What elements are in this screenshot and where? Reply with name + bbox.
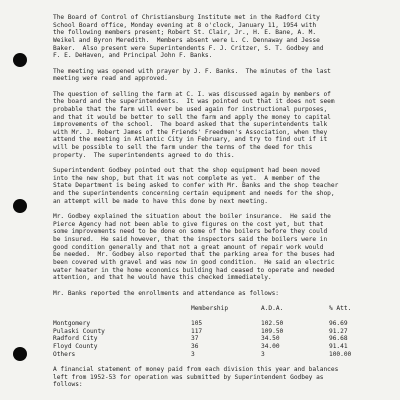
paragraph	[53, 68, 395, 83]
table-cell: 91.27	[329, 327, 348, 335]
text-line: attention, and that he would have this checked immediately.	[53, 274, 272, 282]
table-row	[53, 351, 379, 359]
text-line: the board and the superintendents. It was pointed out that it does not seem	[53, 98, 335, 106]
text-line: some improvements need to be done on some of the boilers before they could	[53, 228, 328, 236]
table-header-cell	[53, 305, 191, 313]
text-line: F. E. DeHaven, and Principal John F. Banks.	[53, 52, 213, 60]
table-cell: 91.41	[329, 343, 348, 351]
text-line: Baker. Also present were Superintendents F. J. Critzer, S. T. Godbey and	[53, 44, 324, 52]
minutes-text	[53, 14, 395, 389]
table-header-cell: A.D.A.	[261, 304, 284, 312]
table-cell: 117	[191, 327, 203, 335]
paragraph	[53, 14, 395, 60]
text-line: The Board of Control of Christiansburg Institute met in the Radford City	[53, 14, 320, 21]
table-cell: 105	[191, 320, 203, 328]
text-line: The meeting was opened with prayer by J. F. Banks. The minutes of the last	[53, 67, 331, 75]
table-cell: 109.50	[261, 327, 284, 335]
paragraph	[53, 167, 395, 205]
text-line: the following members present; Robert St. Clair, Jr., H. E. Bane, A. M.	[53, 29, 317, 37]
table-cell: Montgomery	[53, 320, 91, 328]
table-cell: 36	[191, 343, 199, 351]
table-cell: 3	[191, 350, 195, 358]
paragraph	[53, 213, 395, 282]
table-header-row	[53, 305, 379, 313]
table-row	[53, 328, 379, 336]
text-line: property. The superintendents agreed to do this.	[53, 151, 235, 159]
table-cell: 34.00	[261, 343, 280, 351]
table-cell: Radford City	[53, 335, 98, 343]
table-row	[53, 343, 379, 351]
text-line: State Department is being asked to confer with Mr. Banks and the shop teacher	[53, 182, 339, 190]
text-line: good condition generally and that not a great amount of repair work would	[53, 243, 324, 251]
table-cell: 3	[261, 350, 265, 358]
text-line: meeting were read and approved.	[53, 75, 168, 83]
text-line: attend the meeting in Atlantic City in February, and try to find out if it	[53, 136, 328, 144]
text-line: Weikel and Byron Meredith. Members absent were L. C. Dennaway and Jesse	[53, 36, 320, 44]
text-line: an attempt will be made to have this done by next meeting.	[53, 197, 268, 205]
text-line: A financial statement of money paid from each division this year and balances	[53, 366, 339, 374]
text-line: School Board office, Monday evening at 8 o'clock, January 11, 1954 with	[53, 21, 317, 29]
text-line: water heater in the home economics building had ceased to operate and needed	[53, 266, 335, 274]
table-cell: Others	[53, 350, 76, 358]
text-line: will be possible to sell the farm under the terms of the deed for this	[53, 144, 313, 152]
table-cell: 100.00	[329, 350, 352, 358]
punch-hole	[13, 347, 27, 361]
punch-hole	[13, 199, 27, 213]
table-cell: 96.69	[329, 320, 348, 328]
paragraph	[53, 91, 395, 160]
table-cell: 96.68	[329, 335, 348, 343]
text-line: be needed. Mr. Godbey also reported that the parking area for the buses had	[53, 251, 335, 259]
table-cell: 102.50	[261, 320, 284, 328]
text-line: Mr. Godbey explained the situation about the boiler insurance. He said the	[53, 213, 331, 220]
table-cell: Floyd County	[53, 343, 98, 351]
paragraph-group	[53, 14, 395, 297]
text-line: left from 1952-53 for operation was submitted by Superintendent Godbey as	[53, 373, 324, 381]
attendance-table	[53, 305, 379, 359]
text-line: Mr. Banks reported the enrollments and attendance as follows:	[53, 289, 280, 297]
punch-hole	[13, 53, 27, 67]
text-line: improvements of the school. The board asked that the superintendents talk	[53, 121, 328, 129]
table-row	[53, 335, 379, 343]
text-line: and the superintendents concerning certain equipment and needs for the shop,	[53, 190, 335, 198]
table-row	[53, 320, 379, 328]
text-line: and that it would be better to sell the farm and apply the money to capital	[53, 113, 331, 121]
text-line: probable that the farm will ever be used again for instructional purposes,	[53, 105, 328, 113]
text-line: Superintendent Godbey pointed out that the shop equipment had been moved	[53, 167, 320, 175]
table-cell: Pulaski County	[53, 327, 105, 335]
table-cell: 37	[191, 335, 199, 343]
text-line: follows:	[53, 381, 83, 389]
table-cell: 34.50	[261, 335, 280, 343]
paragraph	[53, 290, 395, 298]
text-line: into the new shop, but that it was not complete as yet. A member of the	[53, 174, 320, 182]
text-line: The question of selling the farm at C. I. was discussed again by members of	[53, 90, 331, 98]
text-line: been covered with gravel and was now in good condition. He said an electric	[53, 258, 335, 266]
text-line: Pierce Agency had not been able to give figures on the cost yet, but that	[53, 220, 324, 228]
text-line: with Mr. J. Robert James of the Friends' Freedmen's Association, when they	[53, 128, 328, 136]
table-header-cell: Membership	[191, 304, 229, 312]
closing-paragraph	[53, 366, 395, 389]
table-spacer-row	[53, 313, 379, 321]
text-line: be insured. He said however, that the inspectors said the boilers were in	[53, 235, 328, 243]
table-header-cell: % Att.	[329, 304, 352, 312]
